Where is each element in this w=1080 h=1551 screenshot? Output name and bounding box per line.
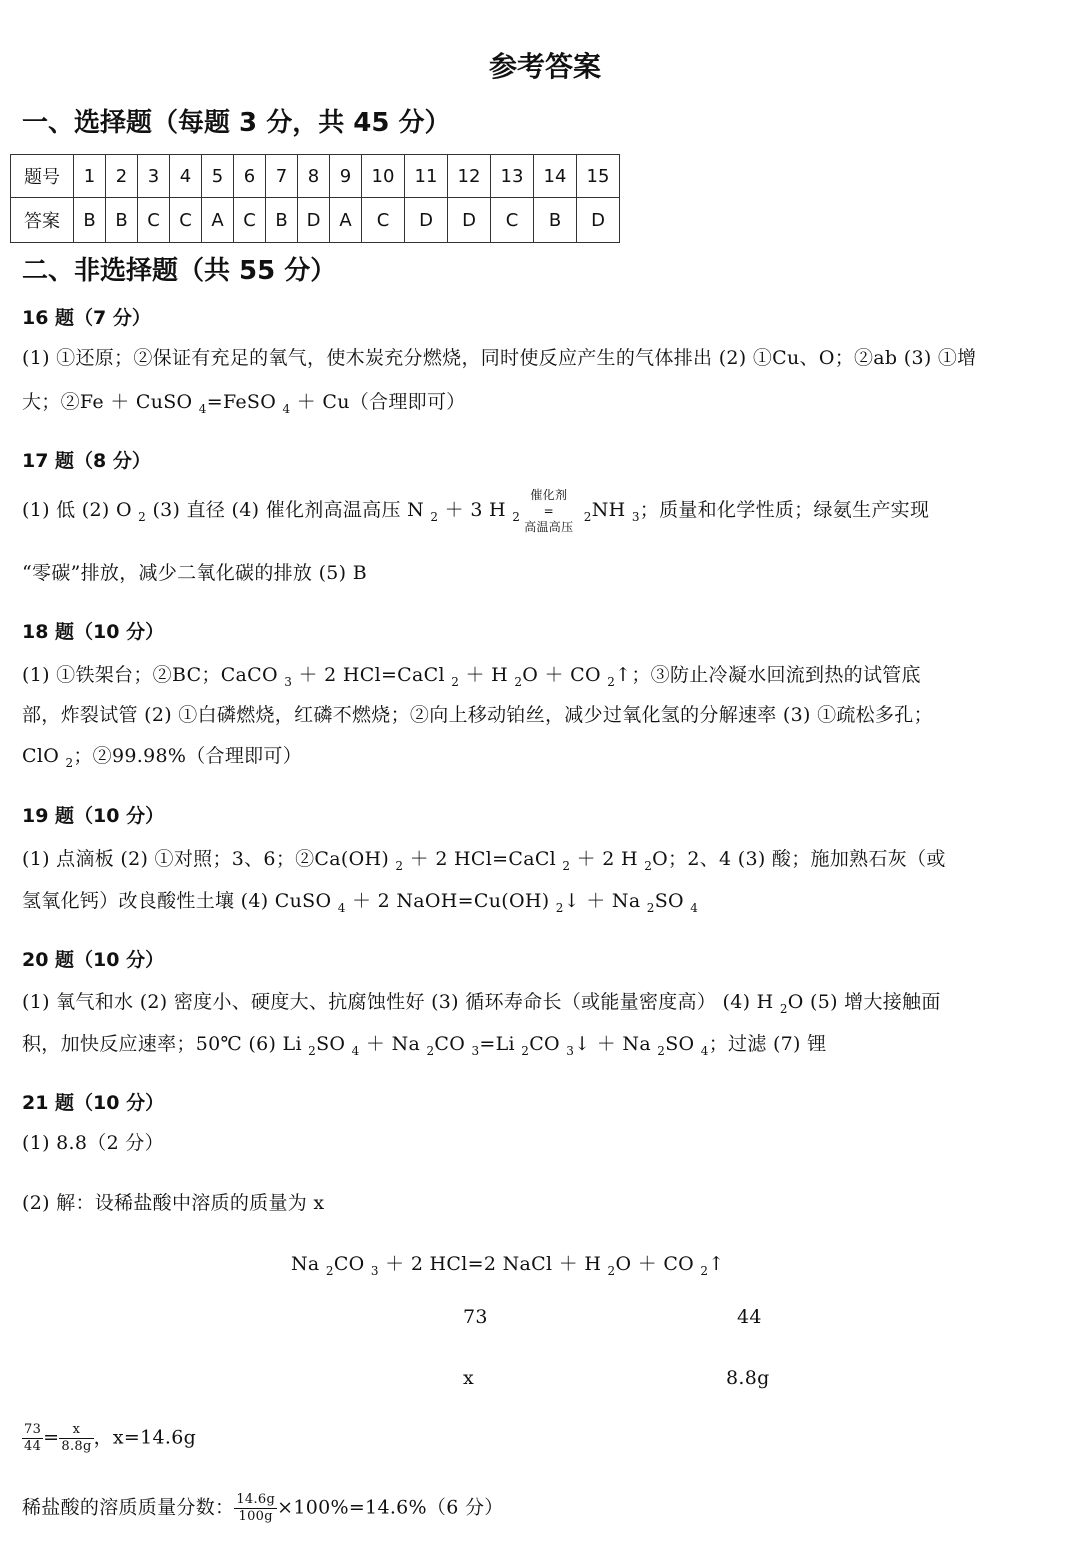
fraction: $\frac{x}{8.8g}$: [61, 1422, 92, 1454]
table-cell: 7: [266, 155, 298, 198]
table-cell: 4: [170, 155, 202, 198]
table-cell: B: [74, 198, 106, 243]
table-cell: 13: [491, 155, 534, 198]
table-row-answers: [11, 198, 620, 243]
q21-line1: (1) 8.8（2 分）: [22, 1132, 164, 1154]
fraction: $\frac{73}{44}$: [24, 1422, 42, 1454]
q21-known-mass: 8.8g: [726, 1367, 770, 1389]
row-label: 题号: [11, 155, 74, 198]
q19-line1: (1) 点滴板 (2) ①对照；3、6；②Ca(OH) $_2$ ＋ 2 HCl=CaCl $_2$ ＋ 2 H $_2$O；2、4 (3) 酸；施加熟石灰（或: [22, 848, 946, 873]
table-cell: D: [577, 198, 620, 243]
fraction: $\frac{14.6g}{100g}$: [236, 1492, 276, 1524]
section-non-choice-heading: 二、非选择题（共 55 分）: [22, 256, 337, 286]
reaction-condition: 催化剂 = 高温高压: [524, 488, 574, 534]
table-cell: 15: [577, 155, 620, 198]
page-title: 参考答案: [488, 50, 601, 83]
table-cell: 9: [330, 155, 362, 198]
table-cell: C: [170, 198, 202, 243]
q19-heading: 19 题（10 分）: [22, 805, 165, 827]
table-cell: D: [298, 198, 330, 243]
q21-final-answer: 稀盐酸的溶质质量分数： $\frac{14.6g}{100g}$ ×100%=14.6%（6 分）: [22, 1492, 504, 1524]
q18-line3: ClO $_2$；②99.98%（合理即可）: [22, 745, 303, 770]
q16-heading: 16 题（7 分）: [22, 307, 151, 329]
table-cell: C: [138, 198, 170, 243]
answer-table: [10, 154, 620, 243]
table-cell: D: [405, 198, 448, 243]
q20-heading: 20 题（10 分）: [22, 949, 165, 971]
q21-heading: 21 题（10 分）: [22, 1092, 165, 1114]
table-cell: 12: [448, 155, 491, 198]
q21-proportion: $\frac{73}{44}$ = $\frac{x}{8.8g}$ ，x=14.6g: [24, 1422, 197, 1454]
q21-unknown-x: x: [463, 1367, 475, 1389]
q17-line2: “零碳”排放，减少二氧化碳的排放 (5) B: [22, 562, 367, 584]
table-cell: 11: [405, 155, 448, 198]
table-cell: C: [362, 198, 405, 243]
table-cell: 14: [534, 155, 577, 198]
q16-line1: (1) ①还原；②保证有充足的氧气，使木炭充分燃烧，同时使反应产生的气体排出 (2) ①Cu、O；②ab (3) ①增: [22, 347, 977, 369]
table-cell: 8: [298, 155, 330, 198]
q20-line2: 积，加快反应速率；50℃ (6) Li $_2$SO $_4$ ＋ Na $_2$CO $_3$=Li $_2$CO $_3$↓ ＋ Na $_2$SO $_4$；过滤 (7) 锂: [22, 1033, 827, 1058]
q17-line1: (1) 低 (2) O $_2$ (3) 直径 (4) 催化剂高温高压 N $_2$ ＋ 3 H $_2$ 催化剂 = 高温高压 $_2$NH $_3$；质量和化学性质；绿氨生产实现: [22, 488, 930, 534]
q20-line1: (1) 氧气和水 (2) 密度小、硬度大、抗腐蚀性好 (3) 循环寿命长（或能量密度高） (4) H $_2$O (5) 增大接触面: [22, 991, 941, 1016]
q21-mass-hcl: 73: [463, 1306, 488, 1328]
table-cell: 2: [106, 155, 138, 198]
table-cell: 3: [138, 155, 170, 198]
table-cell: B: [106, 198, 138, 243]
table-cell: C: [234, 198, 266, 243]
table-cell: C: [491, 198, 534, 243]
table-cell: B: [266, 198, 298, 243]
table-cell: 10: [362, 155, 405, 198]
section-multiple-choice-heading: 一、选择题（每题 3 分，共 45 分）: [22, 108, 451, 138]
table-cell: 5: [202, 155, 234, 198]
table-cell: 1: [74, 155, 106, 198]
q19-line2: 氢氧化钙）改良酸性土壤 (4) CuSO $_4$ ＋ 2 NaOH=Cu(OH) $_2$↓ ＋ Na $_2$SO $_4$: [22, 890, 699, 915]
q21-line2: (2) 解：设稀盐酸中溶质的质量为 x: [22, 1192, 325, 1214]
q21-equation: Na $_2$CO $_3$ ＋ 2 HCl=2 NaCl ＋ H $_2$O ＋ CO $_2$↑: [291, 1253, 725, 1278]
q17-heading: 17 题（8 分）: [22, 450, 151, 472]
table-cell: A: [202, 198, 234, 243]
q16-line2: 大；②Fe ＋ CuSO $_4$=FeSO $_4$ ＋ Cu（合理即可）: [22, 391, 466, 416]
q21-mass-co2: 44: [737, 1306, 762, 1328]
q18-line1: (1) ①铁架台；②BC；CaCO $_3$ ＋ 2 HCl=CaCl $_2$ ＋ H $_2$O ＋ CO $_2$↑；③防止冷凝水回流到热的试管底: [22, 664, 921, 689]
table-cell: B: [534, 198, 577, 243]
q18-heading: 18 题（10 分）: [22, 621, 165, 643]
q18-line2: 部，炸裂试管 (2) ①白磷燃烧，红磷不燃烧；②向上移动铂丝，减少过氧化氢的分解速率 (3) ①疏松多孔；: [22, 704, 933, 726]
table-cell: 6: [234, 155, 266, 198]
table-cell: D: [448, 198, 491, 243]
table-cell: A: [330, 198, 362, 243]
row-label: 答案: [11, 198, 74, 243]
table-row-numbers: [11, 155, 620, 198]
